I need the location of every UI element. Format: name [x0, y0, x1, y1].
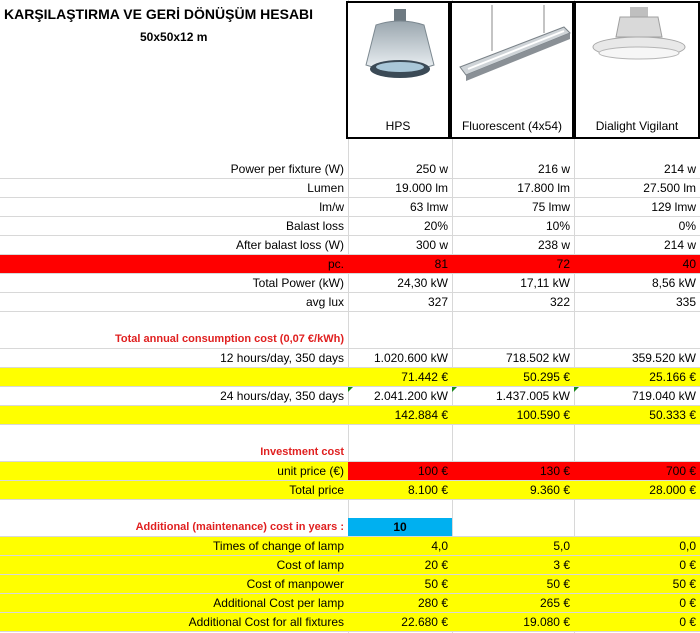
cell-fluorescent: 19.080 €	[523, 615, 570, 629]
table-row	[0, 349, 700, 368]
cell-dialight: 0,0	[679, 539, 696, 553]
row-label: unit price (€)	[277, 464, 344, 478]
cell-hps: 22.680 €	[401, 615, 448, 629]
row-label: Total Power (kW)	[252, 276, 344, 290]
table-row	[0, 462, 700, 481]
cell-hps: 250 w	[415, 162, 448, 176]
table-row	[0, 217, 700, 236]
section-heading-row	[0, 330, 700, 349]
product-name: HPS	[385, 119, 411, 133]
cell-fluorescent: 10%	[545, 219, 570, 233]
cell-fluorescent: 1.437.005 kW	[495, 389, 570, 403]
cell-fluorescent: 322	[549, 295, 570, 309]
section-heading-row	[0, 518, 700, 537]
cell-hps: 20%	[423, 219, 448, 233]
cell-fluorescent: 130 €	[452, 462, 574, 480]
cell-dialight: 0%	[678, 219, 696, 233]
row-label: 24 hours/day, 350 days	[220, 389, 344, 403]
product-name: Fluorescent (4x54)	[461, 119, 563, 133]
sheet-title: KARŞILAŞTIRMA VE GERİ DÖNÜŞÜM HESABI	[4, 6, 314, 22]
cell-hps: 1.020.600 kW	[373, 351, 448, 365]
maintenance-years-input[interactable]: 10	[348, 518, 452, 536]
cell-fluorescent: 72	[452, 255, 574, 273]
row-label: 12 hours/day, 350 days	[220, 351, 344, 365]
table-row	[0, 406, 700, 425]
cell-hps: 300 w	[415, 238, 448, 252]
cell-fluorescent: 238 w	[537, 238, 570, 252]
cell-dialight: 28.000 €	[649, 483, 696, 497]
product-fluorescent	[450, 1, 574, 139]
cell-fluorescent: 718.502 kW	[505, 351, 570, 365]
cell-dialight: 0 €	[679, 596, 696, 610]
cell-hps: 71.442 €	[401, 370, 448, 384]
cell-dialight: 0 €	[679, 615, 696, 629]
cell-dialight: 129 lmw	[651, 200, 696, 214]
cell-fluorescent: 17.800 lm	[517, 181, 570, 195]
row-label: After balast loss (W)	[235, 238, 344, 252]
cell-dialight: 50 €	[672, 577, 696, 591]
row-label: Additional Cost per lamp	[213, 596, 344, 610]
table-row	[0, 368, 700, 387]
cell-dialight: 40	[574, 255, 700, 273]
cell-fluorescent: 5,0	[553, 539, 570, 553]
sheet-subtitle: 50x50x12 m	[140, 30, 208, 44]
cell-hps: 20 €	[424, 558, 448, 572]
table-row	[0, 236, 700, 255]
cell-dialight: 27.500 lm	[643, 181, 696, 195]
cell-hps: 63 lmw	[409, 200, 448, 214]
cell-hps: 2.041.200 kW	[373, 389, 448, 403]
comment-marker	[574, 387, 579, 392]
row-label: Times of change of lamp	[213, 539, 344, 553]
row-label: Total price	[289, 483, 344, 497]
row-label: Lumen	[307, 181, 344, 195]
cell-dialight: 335	[675, 295, 696, 309]
row-label: Balast loss	[285, 219, 344, 233]
table-row	[0, 160, 700, 179]
section-heading-row	[0, 443, 700, 462]
cell-hps: 100 €	[348, 462, 452, 480]
cell-hps: 81	[348, 255, 452, 273]
table-row	[0, 556, 700, 575]
cell-dialight: 719.040 kW	[631, 389, 696, 403]
row-label: pc.	[0, 255, 348, 273]
row-label: lm/w	[319, 200, 344, 214]
table-row	[0, 255, 700, 274]
cell-fluorescent: 50.295 €	[523, 370, 570, 384]
cell-hps: 8.100 €	[407, 483, 448, 497]
cell-dialight: 214 w	[663, 162, 696, 176]
cell-dialight: 700 €	[574, 462, 700, 480]
table-row	[0, 274, 700, 293]
comment-marker	[452, 387, 457, 392]
cell-fluorescent: 216 w	[537, 162, 570, 176]
table-row	[0, 198, 700, 217]
cell-hps: 142.884 €	[394, 408, 448, 422]
cell-dialight: 214 w	[663, 238, 696, 252]
cell-hps: 50 €	[424, 577, 448, 591]
cell-fluorescent: 50 €	[546, 577, 570, 591]
comment-marker	[348, 387, 353, 392]
consumption-heading: Total annual consumption cost (0,07 €/kWh)	[115, 333, 344, 345]
cell-dialight: 0 €	[679, 558, 696, 572]
cell-hps: 280 €	[417, 596, 448, 610]
cell-fluorescent: 17,11 kW	[520, 276, 570, 290]
row-label: avg lux	[305, 295, 344, 309]
fluorescent-fixture-icon	[452, 3, 576, 103]
table-row	[0, 387, 700, 406]
hps-lamp-icon	[348, 3, 452, 103]
cell-hps: 19.000 lm	[395, 181, 448, 195]
row-label: Cost of manpower	[246, 577, 344, 591]
product-name: Dialight Vigilant	[595, 119, 679, 133]
cell-dialight: 359.520 kW	[631, 351, 696, 365]
investment-heading: Investment cost	[260, 446, 344, 458]
cell-hps: 327	[427, 295, 448, 309]
table-row	[0, 613, 700, 632]
table-row	[0, 179, 700, 198]
cell-fluorescent: 3 €	[553, 558, 570, 572]
row-label: Cost of lamp	[276, 558, 344, 572]
led-highbay-icon	[576, 3, 700, 103]
row-label: Additional Cost for all fixtures	[188, 615, 344, 629]
cell-fluorescent: 9.360 €	[529, 483, 570, 497]
table-row	[0, 594, 700, 613]
product-dialight	[574, 1, 700, 139]
cell-fluorescent: 100.590 €	[516, 408, 570, 422]
cell-dialight: 8,56 kW	[651, 276, 696, 290]
cell-hps: 4,0	[431, 539, 448, 553]
cell-fluorescent: 75 lmw	[531, 200, 570, 214]
cell-dialight: 25.166 €	[649, 370, 696, 384]
maintenance-heading: Additional (maintenance) cost in years :	[135, 521, 344, 533]
cell-dialight: 50.333 €	[649, 408, 696, 422]
cell-fluorescent: 265 €	[539, 596, 570, 610]
table-row	[0, 293, 700, 312]
cell-hps: 24,30 kW	[397, 276, 448, 290]
product-hps	[346, 1, 450, 139]
row-label: Power per fixture (W)	[230, 162, 344, 176]
table-row	[0, 575, 700, 594]
table-row	[0, 481, 700, 500]
table-row	[0, 537, 700, 556]
